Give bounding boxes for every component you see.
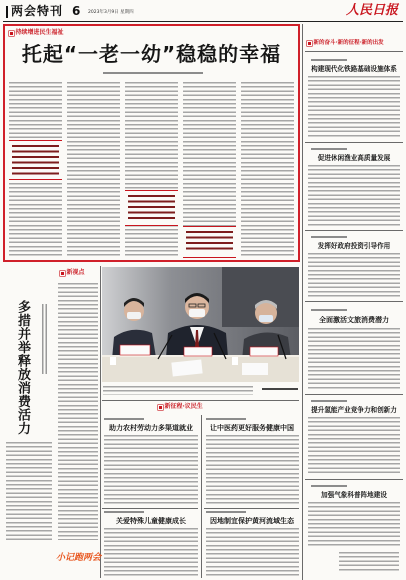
right-item-3-headline: 发挥好政府投资引导作用 — [317, 242, 391, 250]
item-divider — [204, 508, 299, 509]
header-bar-mark — [6, 6, 8, 18]
masthead-logo: 人民日报 — [345, 3, 398, 18]
right-item-6-body — [308, 502, 400, 546]
middle-item-3-body — [104, 528, 198, 578]
item-author — [104, 511, 144, 513]
item-author — [311, 309, 347, 311]
left-lower-divider — [100, 266, 101, 578]
right-item-2-body — [308, 165, 400, 227]
photo-caption — [103, 386, 253, 395]
item-divider — [305, 142, 403, 143]
main-article-frame — [3, 24, 300, 262]
middle-item-1-body — [104, 435, 198, 505]
item-divider — [305, 230, 403, 231]
pull-quote-3-text — [186, 231, 233, 253]
right-column — [305, 24, 403, 580]
middle-lower-tag — [158, 403, 203, 411]
section-tag-icon — [158, 405, 163, 410]
middle-item-4-headline: 因地制宜保护黄河流域生态 — [210, 517, 294, 525]
photo-credit — [262, 388, 298, 390]
main-article-byline — [103, 72, 203, 74]
right-item-3-body — [308, 253, 400, 297]
page-number: 6 — [72, 4, 81, 18]
left-lower-byline — [42, 304, 49, 374]
middle-item-4-body — [206, 528, 299, 578]
left-lower-tag-label: 新视点 — [66, 269, 85, 276]
main-article-column-3 — [125, 82, 178, 258]
main-article-headline: 托起“一老一幼”稳稳的幸福 — [21, 42, 282, 66]
right-item-1-headline: 构建现代化铁路基础设施体系 — [311, 65, 397, 73]
pull-quote-2-text — [128, 195, 175, 221]
right-column-divider — [302, 24, 303, 580]
right-item-5-body — [308, 417, 400, 475]
pull-quote-2 — [125, 190, 178, 226]
meeting-table — [102, 355, 299, 382]
main-article-tag — [9, 29, 64, 37]
left-lower-tag — [60, 269, 85, 277]
middle-item-1-headline: 助力农村劳动力多渠道就业 — [109, 424, 193, 432]
item-divider — [305, 479, 403, 480]
item-author — [311, 236, 347, 238]
item-divider — [305, 394, 403, 395]
middle-item-2-headline: 让中医药更好服务健康中国 — [210, 424, 294, 432]
main-article-column-5 — [241, 82, 294, 258]
middle-item-2-body — [206, 435, 299, 505]
middle-lower-tag-label: 新征程·议民生 — [164, 403, 203, 410]
item-author — [311, 485, 347, 487]
right-column-tag-rule — [305, 51, 403, 52]
paper-sheet — [242, 363, 268, 375]
main-article-tag-label: 持续增进民生福祉 — [15, 29, 64, 36]
item-divider — [305, 301, 403, 302]
middle-column-divider — [201, 415, 202, 578]
right-column-tag — [307, 39, 384, 47]
right-item-1-body — [308, 76, 400, 138]
left-lower-vertical-headline: 多措并举释放消费活力 — [15, 300, 30, 435]
section-title: 两会特刊 — [11, 4, 64, 18]
column-logo: 小记跑两会 — [56, 553, 102, 563]
middle-item-3-headline: 关爱特殊儿童健康成长 — [116, 517, 186, 525]
item-author — [311, 148, 347, 150]
header-rule — [3, 21, 403, 22]
left-lower-body-bottom — [6, 442, 52, 540]
photo-rule — [102, 400, 299, 401]
item-author — [311, 400, 347, 402]
pull-quote-1 — [9, 140, 62, 180]
item-author — [206, 418, 246, 420]
item-divider — [102, 508, 198, 509]
pull-quote-3 — [183, 226, 236, 258]
section-tag-icon — [307, 41, 312, 46]
section-tag-icon — [9, 31, 14, 36]
right-item-4-body — [308, 328, 400, 390]
left-lower-body-right — [58, 283, 98, 540]
issue-date: 2023年3月9日 星期四 — [88, 10, 134, 15]
right-item-4-headline: 全面激活文旅消费潜力 — [319, 316, 389, 324]
main-article-column-2 — [67, 82, 120, 258]
item-author — [311, 59, 347, 61]
section-tag-icon — [60, 271, 65, 276]
meeting-photo — [102, 267, 299, 382]
item-author — [206, 511, 246, 513]
right-item-5-headline: 提升氢能产业竞争力和创新力 — [311, 406, 397, 414]
right-column-tag-label: 新的奋斗·新的征程·新的出发 — [313, 40, 384, 46]
right-item-6-headline: 加强气象科普阵地建设 — [321, 491, 387, 499]
pull-quote-1-text — [12, 145, 59, 175]
right-item-2-headline: 促进休闲渔业高质量发展 — [317, 154, 391, 162]
editor-credits — [339, 552, 399, 572]
item-author — [104, 418, 144, 420]
